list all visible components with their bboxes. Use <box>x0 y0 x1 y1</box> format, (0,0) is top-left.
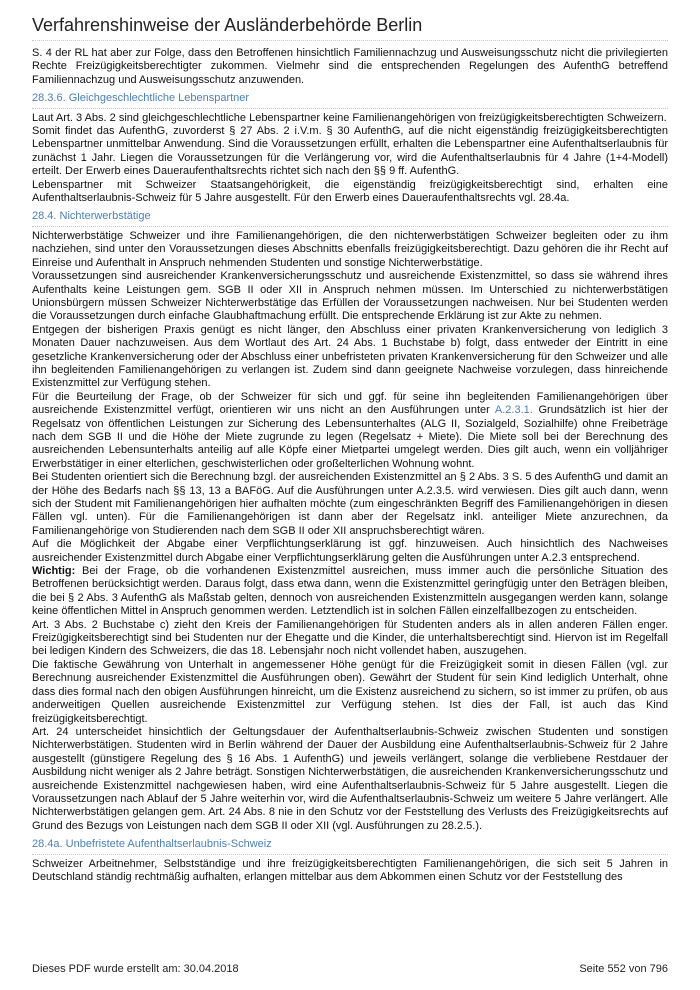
paragraph <box>32 565 668 619</box>
paragraph-text: Für die Beurteilung der Frage, ob der Schweizer für sich und ggf. für seine ihn begleitenden Familienangehörigen über ausreichende Existenzmittel verfügt, orientieren wir uns nicht an den Ausführungen unter <box>32 390 668 417</box>
paragraph: Nichterwerbstätige Schweizer und ihre Familienangehörigen, die den nichterwerbstätigen Schweizer begleiten oder zu ihm nachziehen, sind unter den Voraussetzungen dieses Abschnitts ebenfalls freizügigkeitsberechtigt. Dazu gehören die ihr Recht auf Einreise und Aufenthalt in Anspruch nehmenden Studenten und sonstige Nichterwerbstätige. <box>32 229 668 269</box>
section-heading-28-3-6: 28.3.6. Gleichgeschlechtliche Lebenspartner <box>32 92 668 108</box>
cross-reference-link[interactable]: A.2.3.1. <box>494 404 533 417</box>
section-heading-28-4: 28.4. Nichterwerbstätige <box>32 210 668 226</box>
paragraph: Entgegen der bisherigen Praxis genügt es nicht länger, den Abschluss einer privaten Krankenversicherung von lediglich 3 Monaten Dauer nachzuweisen. Aus dem Wortlaut des Art. 24 Abs. 1 Buchstabe b) folgt, dass entweder der Eintritt in eine gesetzliche Krankenversicherung oder der Abschluss einer unbefristeten privaten Krankenversicherung für den Schweizer und alle ihn begleitenden Familienangehörigen zu verlangen ist. Zudem sind dann geeignete Nachweise vorzulegen, dass hinreichende Existenzmittel zur Verfügung stehen. <box>32 323 668 390</box>
paragraph: Laut Art. 3 Abs. 2 sind gleichgeschlechtliche Lebenspartner keine Familienangehörigen von freizügigkeitsberechtigten Schweizern. <box>32 111 667 124</box>
paragraph-text: Bei der Frage, ob die vorhandenen Existenzmittel ausreichen, muss immer auch die persönliche Situation des Betroffenen berücksichtigt werden. Daraus folgt, dass etwa dann, wenn die Existenzmittel geringfügig unter den Beträgen bleiben, die bei § 2 Abs. 3 AufenthG als Maßstab gelten, dennoch von ausreichenden Existenzmitteln ausgegangen werden kann, solange keine öffentlichen Mittel in Anspruch genommen werden. Letztendlich ist in solchen Fällen einzelfallbezogen zu entscheiden. <box>32 565 668 618</box>
paragraph: Somit findet das AufenthG, zuvorderst § 27 Abs. 2 i.V.m. § 30 AufenthG, auf die nicht eigenständig freizügigkeitsberechtigten Lebenspartner unmittelbar Anwendung. Sind die Voraussetzungen erfüllt, erhalten die Lebenspartner eine Aufenthaltserlaubnis für zunächst 1 Jahr. Liegen die Voraussetzungen für die Verlängerung vor, wird die Aufenthaltserlaubnis für 4 Jahre (1+4-Modell) erteilt. Der Erwerb eines Daueraufenthaltsrechts richtet sich nach den §§ 9 ff. AufenthG. <box>32 125 668 178</box>
paragraph: Auf die Möglichkeit der Abgabe einer Verpflichtungserklärung ist ggf. hinzuweisen. Auch hinsichtlich des Nachweises ausreichender Existenzmittel durch Abgabe einer Verpflichtungserklärung gelten die Ausführungen unter A.2.3 entsprechend. <box>32 538 668 564</box>
page-header: Verfahrenshinweise der Ausländerbehörde Berlin <box>32 14 668 41</box>
paragraph: Art. 3 Abs. 2 Buchstabe c) zieht den Kreis der Familienangehörigen für Studenten anders als in allen anderen Fällen enger. Freizügigkeitsberechtigt sind bei Studenten nur der Ehegatte und die Kinder, die unterhaltsberechtigt sind. Hiervon ist im Regelfall bei ledigen Kindern des Schweizers, die das 18. Lebensjahr noch nicht vollendet haben, auszugehen. <box>32 618 668 658</box>
creation-date: Dieses PDF wurde erstellt am: 30.04.2018 <box>32 963 239 975</box>
page-number: Seite 552 von 796 <box>579 963 668 975</box>
intro-paragraph: S. 4 der RL hat aber zur Folge, dass den Betroffenen hinsichtlich Familiennachzug und Ausweisungsschutz nicht die privilegierten Rechte Freizügigkeitsberechtigter zukommen. Vielmehr sind die entsprechenden Regelungen des AufenthG betreffend Familiennachzug und Ausweisungsschutz anzuwenden. <box>32 47 668 86</box>
section-heading-28-4a: 28.4a. Unbefristete Aufenthaltserlaubnis-Schweiz <box>32 838 668 854</box>
paragraph: Schweizer Arbeitnehmer, Selbstständige und ihre freizügigkeitsberechtigten Familienangehörigen, die sich seit 5 Jahren in Deutschland ständig rechtmäßig aufhalten, erlangen mittelbar aus dem Abkommen einen Schutz vor der Feststellung des <box>32 857 668 883</box>
page-footer <box>32 963 668 975</box>
paragraph: Voraussetzungen sind ausreichender Krankenversicherungsschutz und ausreichende Existenzmittel, so dass sie während ihres Aufenthalts keine Leistungen gem. SGB II oder XII in Anspruch nehmen müssen. Im Unterschied zu nichterwerbstätigen Unionsbürgern müssen Schweizer Nichterwerbstätige das Erfüllen der Voraussetzungen nachweisen. Nur bei Studenten werden die Voraussetzungen durch einfache Glaubhaftmachung erfüllt. Die entsprechende Erklärung ist zur Akte zu nehmen. <box>32 270 668 323</box>
paragraph: Bei Studenten orientiert sich die Berechnung bzgl. der ausreichenden Existenzmittel an § 2 Abs. 3 S. 5 des AufenthG und damit an der Höhe des Bedarfs nach §§ 13, 13 a BAFöG. Auf die Ausführungen unter A.2.3.5. wird verwiesen. Dies gilt auch dann, wenn sich der Student mit Familienangehörigen hier aufhalten möchte (zum eingeschränkten Begriff des Familienangehörigen in diesen Fällen vgl. unten). Für die Familienangehörigen ist dann aber der Regelsatz inkl. anteiliger Miete anzurechnen, da Familienangehörige von Studierenden nach dem SGB II oder XII anspruchsberechtigt wären. <box>32 471 668 537</box>
paragraph-text: Grundsätzlich ist hier der Regelsatz von öffentlichen Leistungen zur Sicherung des Lebensunterhaltes (ALG II, Sozialgeld, Sozialhilfe) ohne Freibeträge nach dem SGB II und die Höhe der Miete zugrunde zu legen (Regelsatz + Miete). Die Miete soll bei der Berechnung des ausreichenden Lebensunterhalts anteilig auf alle Köpfe einer Mietpartei umgelegt werden. Dies gilt auch, wenn ein volljähriger Erwerbstätiger in einer elterlichen, geschwisterlichen oder großelterlichen Wohnung wohnt. <box>32 404 668 470</box>
paragraph: Die faktische Gewährung von Unterhalt in angemessener Höhe genügt für die Freizügigkeit somit in diesen Fällen (vgl. zur Berechnung ausreichender Existenzmittel die Ausführungen oben). Gewährt der Student für sein Kind lediglich Unterhalt, ohne dass dies formal nach den obigen Ausführungen hinreicht, um die Existenz ausreichend zu sichern, so ist immer zu prüfen, ob aus anderweitigen Quellen ausreichende Existenzmittel zur Verfügung stehen. Ist dies der Fall, ist auch das Kind freizügigkeitsberechtigt. <box>32 658 668 725</box>
page-content <box>32 47 668 884</box>
paragraph: Art. 24 unterscheidet hinsichtlich der Geltungsdauer der Aufenthaltserlaubnis-Schweiz zwischen Studenten und sonstigen Nichterwerbstätigen. Studenten wird in Berlin während der Dauer der Ausbildung eine Aufenthaltserlaubnis-Schweiz für 2 Jahre ausgestellt (günstigere Regelung des § 16 Abs. 1 AufenthG) und jeweils verlängert, solange die verbliebene Restdauer der Ausbildung nicht weniger als 2 Jahre beträgt. Sonstigen Nichterwerbstätigen, die ausreichenden Krankenversicherungsschutz und ausreichende Existenzmittel nachgewiesen haben, wird eine Aufenthaltserlaubnis-Schweiz für 5 Jahre ausgestellt. Liegen die Voraussetzungen nach Ablauf der 5 Jahre weiterhin vor, wird die Aufenthaltserlaubnis-Schweiz um weitere 5 Jahre verlängert. Alle Nichterwerbstätigen gelangen gem. Art. 24 Abs. 8 nie in den Schutz vor der Feststellung des Verlusts des Freizügigkeitsrechts auf Grund des Bezugs von Leistungen nach dem SGB II oder XII (vgl. Ausführungen zu 28.2.5.). <box>32 725 668 832</box>
paragraph <box>32 391 668 471</box>
paragraph: Lebenspartner mit Schweizer Staatsangehörigkeit, die eigenständig freizügigkeitsberechtigt sind, erhalten eine Aufenthaltserlaubnis-Schweiz für 5 Jahre ausgestellt. Für den Erwerb eines Daueraufenthaltsrechts vgl. 28.4a. <box>32 178 668 205</box>
important-label: Wichtig: <box>32 565 76 578</box>
